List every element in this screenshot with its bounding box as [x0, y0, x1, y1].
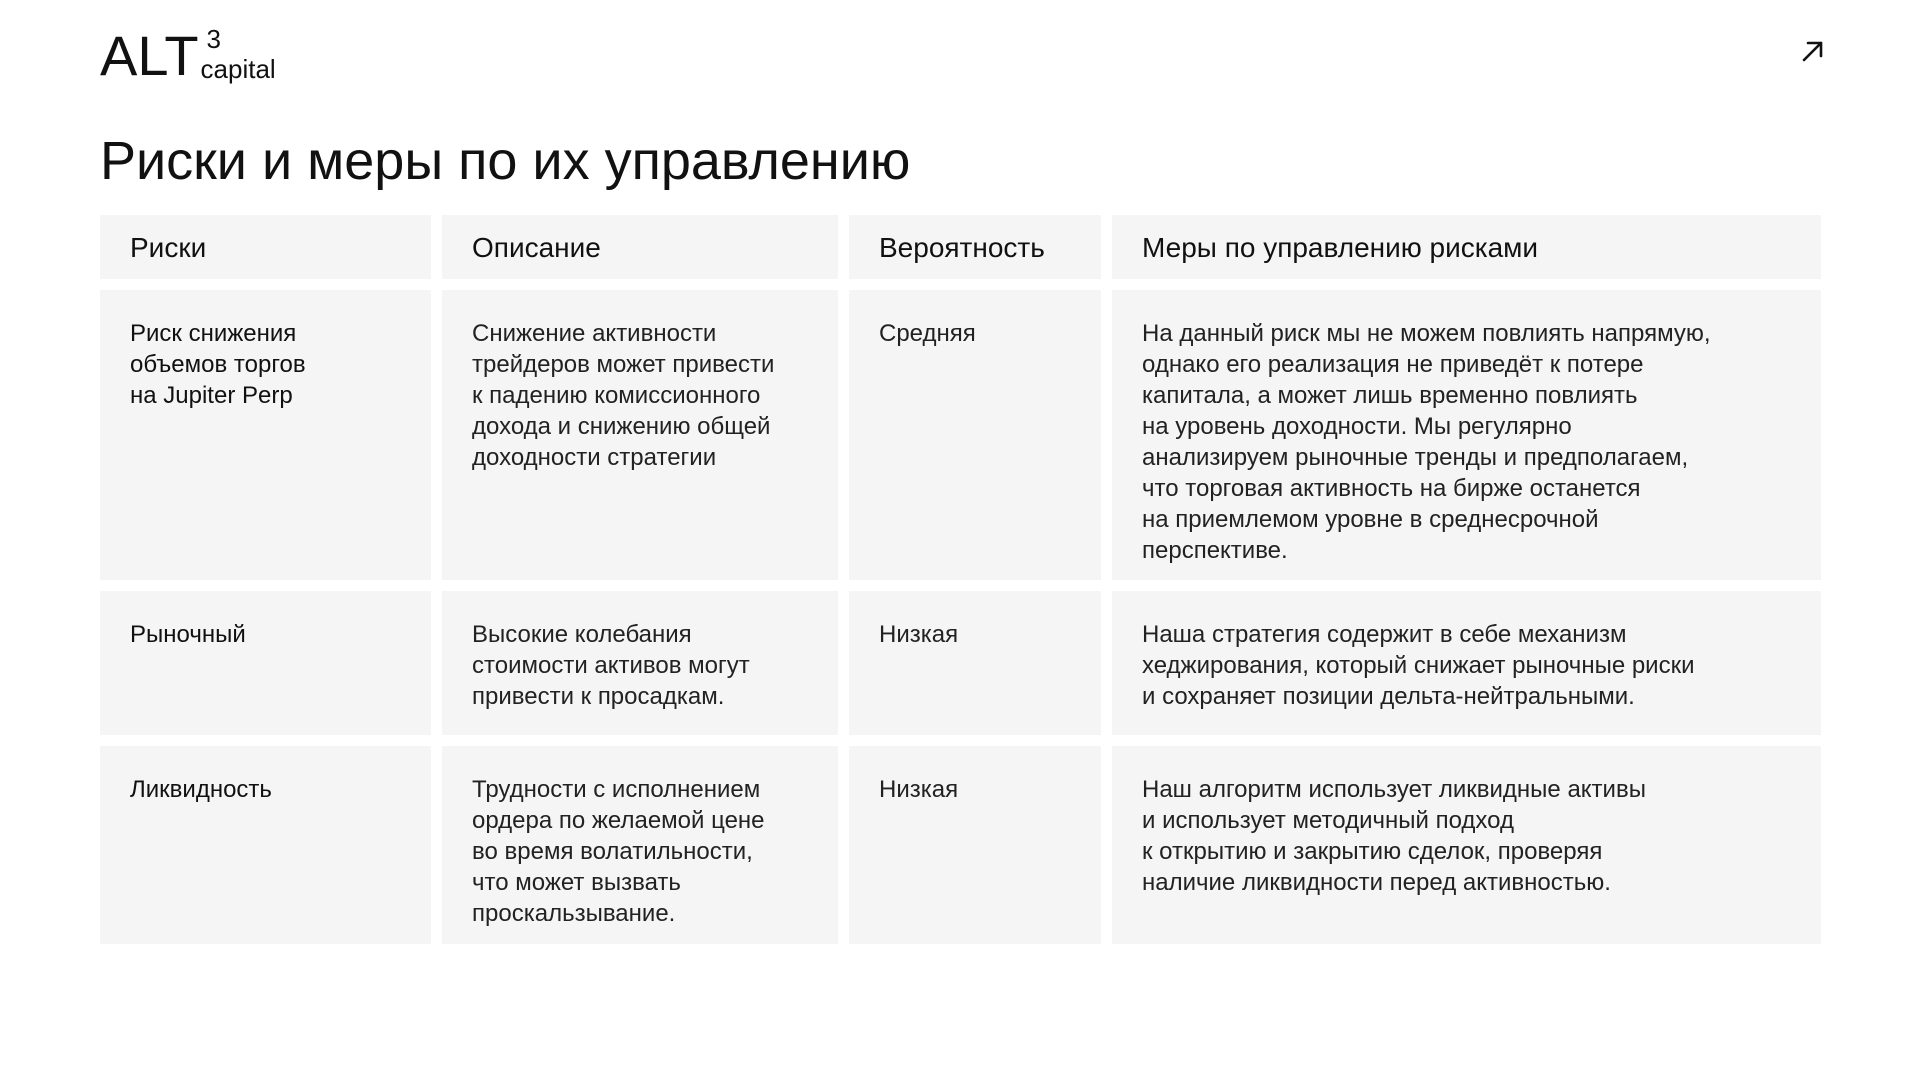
table-cell-measures: Наша стратегия содержит в себе механизм хеджирования, который снижает рыночные риски и сохраняет позиции дельта-нейтральными.	[1112, 591, 1821, 735]
company-logo	[100, 26, 294, 86]
table-cell-risk: Риск снижения объемов торгов на Jupiter Perp	[100, 290, 431, 580]
table-cell-probability: Низкая	[849, 746, 1101, 944]
table-cell-description: Высокие колебания стоимости активов могут привести к просадкам.	[442, 591, 838, 735]
logo-superscript: 3	[206, 24, 222, 54]
table-cell-risk: Ликвидность	[100, 746, 431, 944]
table-cell-measures: На данный риск мы не можем повлиять напрямую, однако его реализация не приведёт к потере капитала, а может лишь временно повлиять на уровень доходности. Мы регулярно анализируем рыночные тренды и предполагаем, что торговая активность на бирже останется на приемлемом уровне в среднесрочной перспективе.	[1112, 290, 1821, 580]
column-header-measures: Меры по управлению рисками	[1112, 215, 1821, 279]
table-cell-probability: Низкая	[849, 591, 1101, 735]
column-header-risks: Риски	[100, 215, 431, 279]
arrow-up-right-icon[interactable]	[1798, 36, 1828, 66]
page-title: Риски и меры по их управлению	[100, 131, 911, 191]
logo-suffix	[199, 26, 294, 86]
table-cell-description: Снижение активности трейдеров может привести к падению комиссионного дохода и снижению общей доходности стратегии	[442, 290, 838, 580]
risk-table	[100, 215, 1820, 944]
logo-subtext: capital	[200, 54, 276, 84]
table-cell-description: Трудности с исполнением ордера по желаемой цене во время волатильности, что может вызвать проскальзывание.	[442, 746, 838, 944]
table-cell-measures: Наш алгоритм использует ликвидные активы и использует методичный подход к открытию и закрытию сделок, проверяя наличие ликвидности перед активностью.	[1112, 746, 1821, 944]
table-cell-probability: Средняя	[849, 290, 1101, 580]
table-cell-risk: Рыночный	[100, 591, 431, 735]
column-header-probability: Вероятность	[849, 215, 1101, 279]
column-header-description: Описание	[442, 215, 838, 279]
logo-main-text: ALT	[100, 24, 199, 87]
